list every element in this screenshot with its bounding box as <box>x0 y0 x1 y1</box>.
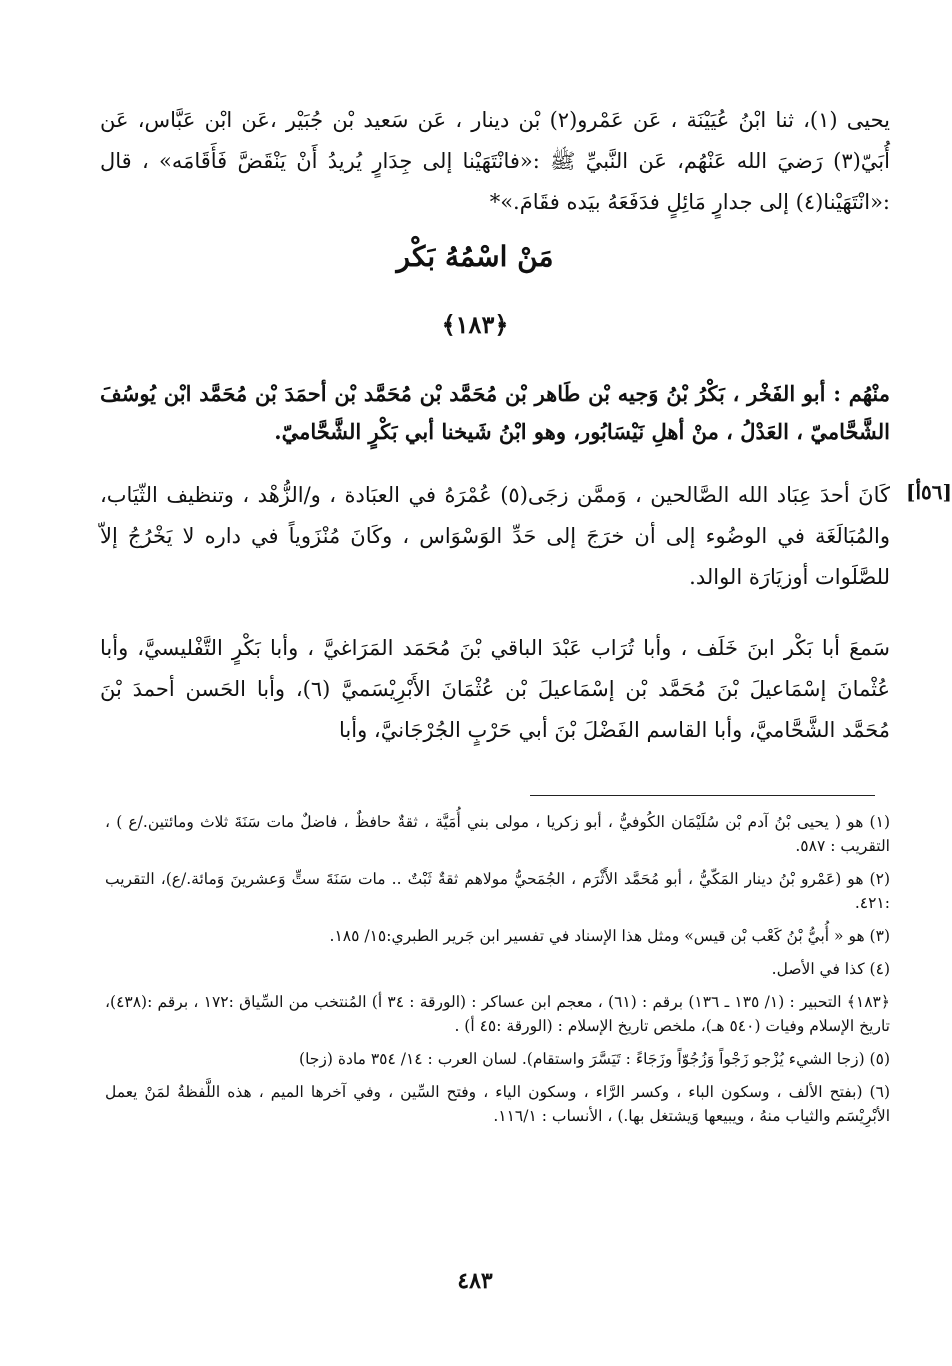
paragraph-text: يحيى (١)، ثنا ابْنُ عُيَيْنَة ، عَن عَمْرو(٢) بْن دينار ، عَن سَعيد بْن جُبَيْر ،عَن ابْن عَبَّاس، عَن أُبَيّ(٣) رَضيَ الله عَنْهُم، عَن النَّبيِّ ﷺ :«فانْتَهَيْنا إلى جِدَارٍ يُريدُ أَنْ يَنْقَضَّ فَأَقَامَه» ، قال :«انْتَهَيْنا(٤) إلى جدارٍ مَائِلٍ فدَفَعَهُ بيَده فقَامَ.»* <box>100 108 890 214</box>
margin-folio-note: [٥٦أ] <box>906 480 952 504</box>
entry-number: ﴿١٨٣﴾ <box>441 310 509 339</box>
page-number: ٤٨٣ <box>457 1268 493 1294</box>
footnotes <box>105 810 890 1137</box>
footnote: (١) هو ( يحيى بْنُ آدم بْن سُلَيْمَان الكُوفيُّ ، أبو زكريا ، مولى بني أُمَيَّة ، ثقةٌ حافظٌ ، فاضلٌ مات سَنَةَ ثلاث ومائتين./ع ) ، التقريب : ٥٨٧. <box>105 813 890 855</box>
footnote: (٤) كذا في الأصل. <box>771 960 890 978</box>
description-paragraph <box>100 475 890 598</box>
footnote: ﴿١٨٣﴾ التحبير : (١/ ١٣٥ ـ ١٣٦) برقم : (٦١) ، معجم ابن عساكر : (الورقة : ٣٤ أ) المُنتخب من السِّياق :١٧٢ ، برقم :(٤٣٨)، تاريخ الإسلام وفيات (٥٤٠ هـ)، ملخص تاريخ الإسلام : (الورقة :٤٥ أ) . <box>105 993 890 1035</box>
biography-intro <box>100 375 890 451</box>
paragraph-text: سَمعَ أبا بَكْر ابنَ خَلَف ، وأبا تُرَاب عَبْدَ الباقي بْنَ مُحَمَد المَرَاغيَّ ، وأبا بَكْرٍ التَّفْليسيَّ، وأبا عُثْمانَ إسْمَاعيلَ بْنَ مُحَمَّد بْن إسْمَاعيلَ بْن عُثْمَانَ الأَبْرِيْسَميَّ (٦)، وأبا الحَسن أحمدَ بْنَ مُحَمَّد الشَّحَّاميَّ، وأبا القاسم الفَضْلَ بْنَ أبي حَرْبٍ الجُرْجَانيَّ، وأبا <box>100 636 890 742</box>
footnote: (٢) هو (عَمْرو بْنُ دينار المَكّيُّ ، أبو مُحَمَّد الأَثْرَم ، الجُمَحيُّ مولاهم ثقةٌ ثَبْتٌ .. مات سَنَةَ ستٍّ وَعشرينَ وَمائة./ع)، التقريب :٤٢١. <box>105 870 890 912</box>
section-heading: مَنْ اسْمُهُ بَكْر <box>396 240 554 273</box>
footnote: (٣) هو « أُبيُّ بْنُ كَعْب بْن قيس» ومثل هذا الإسناد في تفسير ابن جَرير الطبري:١٥/ ١٨٥. <box>329 927 890 945</box>
paragraph-text: كَانَ أحدَ عِبَاد الله الصَّالحين ، وَممَّن زجَى(٥) عُمْرَهُ في العبَادة ، و/الزُّهْد ، وتنظيف الثّيَاب، والمُبَالَغَة في الوضُوء إلى أن خرَجَ إلى حَدِّ الوَسْوَاس ، وكَانَ مُنْزَوياً في داره لا يَخْرُجُ إلاّ للصَّلَوات أوزيَارَة الوالد. <box>100 483 890 589</box>
footnote: (٦) (بفتح الألف ، وسكون الباء ، وكسر الرَّاء ، وسكون الياء ، وفتح السِّين ، وفي آخرها الميم ، هذه اللَّفظةُ لمَنْ يعمل الأبْرِيْسَم والثياب منهُ ، ويبيعها وَيشتغل بها.) ، الأنساب : ١١٦/١. <box>105 1083 890 1125</box>
footnote-separator <box>530 795 875 796</box>
hadith-paragraph <box>100 100 890 223</box>
biography-text: منْهُم : أبو الفَخْر ، بَكْرُ بْنُ وَجيه بْن طَاهر بْن مُحَمَّد بْن مُحَمَّد بْن أحمَدَ بْن مُحَمَّد ابْن يُوسُفَ الشَّحَّاميّ ، العَدْلُ ، منْ أهلِ نَيْسَابُور، وهو ابْنُ شَيخنا أبي بَكْرٍ الشَّحَّاميّ. <box>100 381 890 444</box>
teachers-paragraph <box>100 628 890 751</box>
footnote: (٥) (زجا الشيء يُزْجو زَجْواً وَزُجُوّاً وزَجَاءً : تَيَسَّرَ واستقام). لسان العرب : ١٤/ ٣٥٤ مادة (زجا) <box>299 1050 890 1068</box>
